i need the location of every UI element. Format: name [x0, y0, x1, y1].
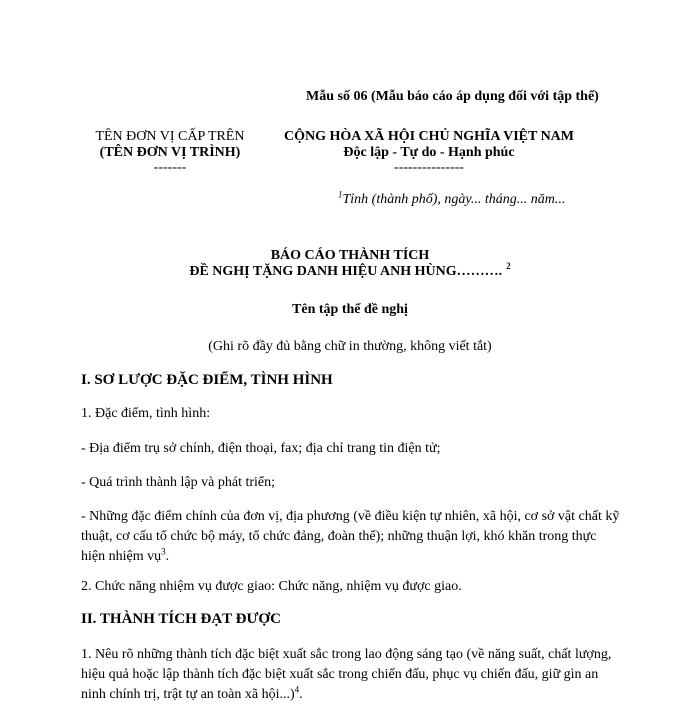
footnote-ref-1: 1: [338, 189, 343, 200]
national-motto: Độc lập - Tự do - Hạnh phúc: [343, 145, 515, 160]
national-title: CỘNG HÒA XÃ HỘI CHỦ NGHĨA VIỆT NAM: [283, 129, 574, 144]
section1-bullet2: - Quá trình thành lập và phát triển;: [81, 475, 275, 490]
footnote-ref-3: 3: [161, 546, 166, 557]
report-title-line1: BÁO CÁO THÀNH TÍCH: [270, 248, 430, 263]
issuing-unit: (TÊN ĐƠN VỊ TRÌNH): [99, 145, 241, 160]
section2-item1: [81, 645, 621, 705]
section1-item2: 2. Chức năng nhiệm vụ được giao: Chức năng, nhiệm vụ được giao.: [81, 579, 462, 594]
form-code: Mẫu số 06 (Mẫu báo cáo áp dụng đối với tập thể): [306, 89, 599, 104]
instruction-note: (Ghi rõ đầy đủ bằng chữ in thường, không viết tắt): [208, 339, 492, 354]
section2-heading: II. THÀNH TÍCH ĐẠT ĐƯỢC: [81, 611, 281, 627]
section1-item1: 1. Đặc điểm, tình hình:: [81, 406, 211, 421]
place-date: [338, 189, 566, 208]
right-header: [264, 129, 594, 175]
report-title: [0, 248, 700, 280]
section1-bullet3-end: .: [165, 549, 170, 564]
section1-bullet3-text: - Những đặc điểm chính của đơn vị, địa phương (về điều kiện tự nhiên, xã hội, cơ sở vật chất kỹ thuật, cơ cấu tổ chức bộ máy, tổ chức đảng, đoàn thể); những thuận lợi, khó khăn trong thực hiện nhiệm vụ: [81, 509, 620, 564]
report-title-line2: [0, 261, 700, 280]
place-date-text: Tỉnh (thành phố), ngày... tháng... năm...: [342, 192, 566, 207]
issuing-unit-parent: TÊN ĐƠN VỊ CẤP TRÊN: [95, 129, 245, 144]
right-header-divider: ---------------: [394, 160, 464, 175]
report-title-line2-text: ĐỀ NGHỊ TẶNG DANH HIỆU ANH HÙNG……….: [189, 264, 503, 279]
section1-bullet3: [81, 507, 621, 567]
footnote-ref-4: 4: [294, 684, 300, 695]
section1-bullet1: - Địa điểm trụ sở chính, điện thoại, fax; địa chỉ trang tin điện tử;: [81, 441, 441, 456]
left-header: [80, 129, 260, 175]
section2-item1-end: .: [299, 687, 303, 702]
left-header-divider: -------: [153, 160, 187, 175]
footnote-ref-2: 2: [506, 261, 511, 272]
collective-name-label: Tên tập thể đề nghị: [292, 302, 408, 317]
section1-heading: I. SƠ LƯỢC ĐẶC ĐIỂM, TÌNH HÌNH: [81, 372, 333, 388]
section2-item1-text: 1. Nêu rõ những thành tích đặc biệt xuất sắc trong lao động sáng tạo (về năng suất, chất lượng, hiệu quả hoặc lập thành tích đặc biệt xuất sắc trong chiến đấu, phục vụ chiến đấu, giữ gìn an ninh chính trị, trật tự an toàn xã hội...): [81, 647, 612, 702]
